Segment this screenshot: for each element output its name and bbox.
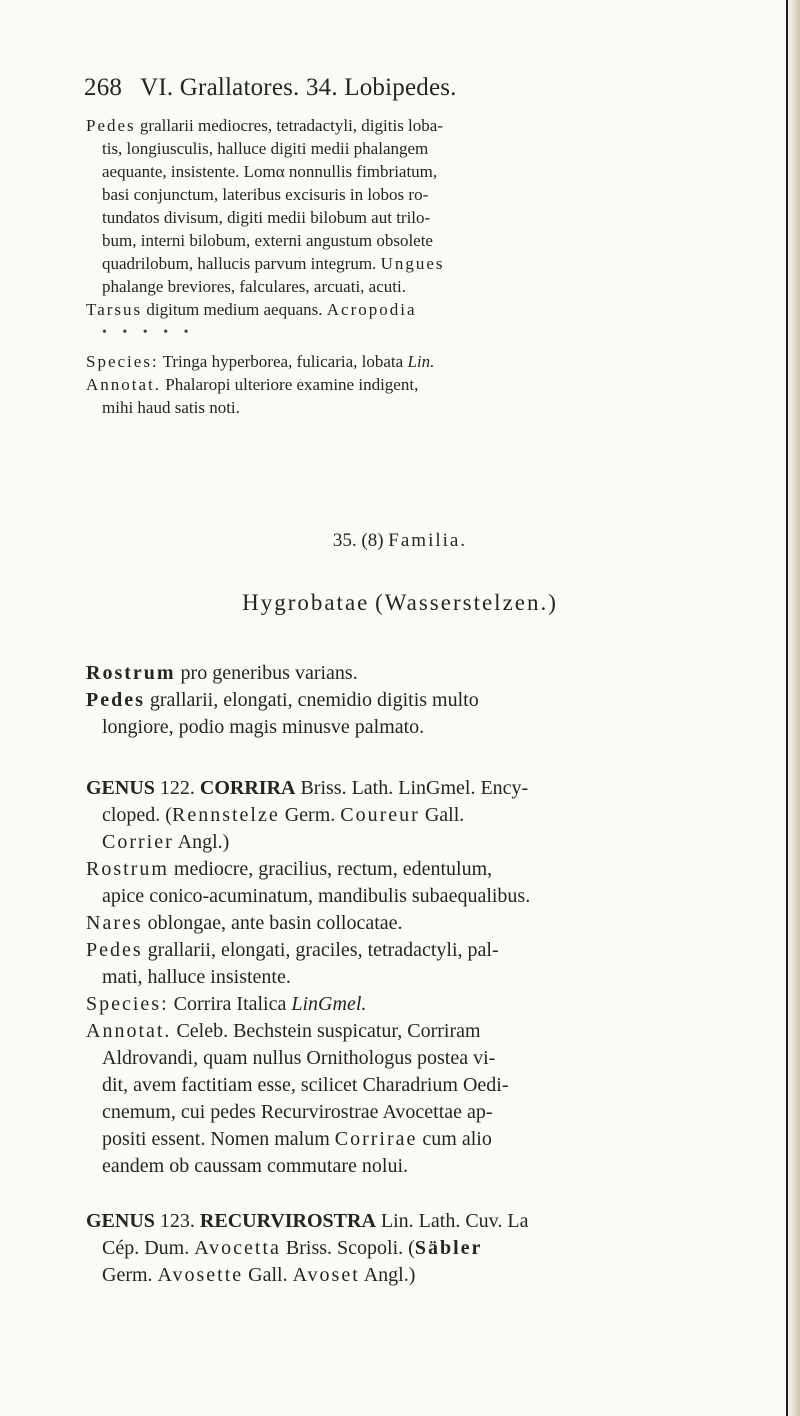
pedes-label: Pedes (86, 689, 145, 711)
annotat-label: Annotat. (86, 375, 162, 394)
genus-122 (86, 775, 766, 1180)
familia-number (0, 530, 800, 552)
familia-german: (Wasserstelzen.) (375, 590, 558, 615)
annotat-line-5b: cum alio (422, 1128, 492, 1150)
angl-abbrev: Angl.) (177, 831, 230, 853)
annotat-line-6: eandem ob caussam commutare nolui. (102, 1155, 409, 1177)
genus-label: GENUS (86, 1210, 155, 1232)
angl-abbrev: Angl.) (363, 1264, 416, 1286)
annotat-label: Annotat. (86, 1020, 172, 1042)
pedes-line-5: tundatos divisum, digiti medii bilobum aut trilo- (102, 208, 431, 227)
ungues-line: phalange breviores, falculares, arcuati, acuti. (102, 277, 406, 296)
tarsus-label: Tarsus (86, 300, 143, 319)
page-binding-edge (786, 0, 800, 1416)
genus-name: RECURVIROSTRA (199, 1210, 376, 1232)
genus-authors-2: Cép. Dum. (102, 1237, 190, 1259)
germ-abbrev: Germ. (284, 804, 336, 826)
page-number: 268 (84, 74, 123, 101)
german-name: Säbler (414, 1237, 483, 1259)
germ-abbrev: Germ. (102, 1264, 153, 1286)
annotat-line-5: positi essent. Nomen malum (102, 1128, 330, 1150)
genus-authors: Briss. Lath. LinGmel. Ency- (300, 777, 529, 799)
lobipedes-species (86, 350, 766, 419)
familia-title (0, 590, 800, 616)
annotat-line-1: Phalaropi ulteriore examine indigent, (165, 375, 419, 394)
gallic-name: Avosette (157, 1264, 244, 1286)
pedes-line-1: grallarii mediocres, tetradactyli, digitis loba- (139, 116, 443, 135)
annotat-line-2: mihi haud satis noti. (102, 398, 240, 417)
ungues-label: Ungues (380, 254, 445, 273)
running-title: VI. Grallatores. 34. Lobipedes. (140, 74, 457, 101)
gall-abbrev: Gall. (424, 804, 465, 826)
annotat-line-3: dit, avem factitiam esse, scilicet Charadrium Oedi- (102, 1074, 509, 1096)
rostrum-label: Rostrum (86, 858, 169, 880)
pedes-line-3: aequante, insistente. Lomα nonnullis fimbriatum, (102, 162, 438, 181)
species-authority: LinGmel. (291, 993, 367, 1015)
pedes-line-6: bum, interni bilobum, externi angustum obsolete (102, 231, 433, 250)
annotat-line-2: Aldrovandi, quam nullus Ornithologus postea vi- (102, 1047, 496, 1069)
corrirae-name: Corrirae (334, 1128, 418, 1150)
species-text: Corrira Italica (173, 993, 287, 1015)
avocetta-name: Avocetta (194, 1237, 281, 1259)
familia-description (86, 660, 766, 741)
species-label: Species: (86, 352, 159, 371)
rostrum-label: Rostrum (86, 662, 176, 684)
german-name: Rennstelze (171, 804, 280, 826)
annotat-line-4: cnemum, cui pedes Recurvirostrae Avocettae ap- (102, 1101, 493, 1123)
pedes-line-2: mati, halluce insistente. (102, 966, 291, 988)
pedes-line-2: longiore, podio magis minusve palmato. (102, 716, 425, 738)
species-text: Tringa hyperborea, fulicaria, lobata (162, 352, 404, 371)
nares-label: Nares (86, 912, 143, 934)
pedes-label: Pedes (86, 939, 143, 961)
nares-text: oblongae, ante basin collocatae. (147, 912, 403, 934)
genus-123 (86, 1208, 766, 1289)
authors-3: Briss. Scopoli. ( (285, 1237, 415, 1259)
running-head (84, 74, 457, 102)
familia-label: Familia. (388, 530, 468, 551)
omitted-text-marks: • • • • • (102, 325, 195, 340)
species-authority: Lin. (407, 352, 435, 371)
annotat-line-1: Celeb. Bechstein suspicatur, Corriram (176, 1020, 481, 1042)
gall-abbrev: Gall. (248, 1264, 288, 1286)
gallic-name: Coureur (340, 804, 420, 826)
acropodia-label: Acropodia (326, 300, 417, 319)
genus-authors: Lin. Lath. Cuv. La (380, 1210, 529, 1232)
tarsus-text: digitum medium aequans. (146, 300, 323, 319)
page-edge-line (786, 0, 788, 1416)
pedes-text: grallarii, elongati, cnemidio digitis multo (149, 689, 479, 711)
familia-name: Hygrobatae (242, 590, 370, 615)
rostrum-line-1: mediocre, gracilius, rectum, edentulum, (173, 858, 493, 880)
familia-heading: 35. (8) (332, 530, 384, 551)
pedes-line-4: basi conjunctum, lateribus excisuris in lobos ro- (102, 185, 429, 204)
genus-name: CORRIRA (199, 777, 296, 799)
lobipedes-description (86, 114, 766, 344)
pedes-line-7: quadrilobum, hallucis parvum integrum. (102, 254, 377, 273)
english-name: Avoset (292, 1264, 360, 1286)
english-name: Corrier (102, 831, 174, 853)
rostrum-line-2: apice conico-acuminatum, mandibulis subaequalibus. (102, 885, 531, 907)
genus-label: GENUS (86, 777, 155, 799)
genus-number: 123. (159, 1210, 195, 1232)
genus-number: 122. (159, 777, 195, 799)
pedes-label: Pedes (86, 116, 136, 135)
pedes-line-2: tis, longiusculis, halluce digiti medii phalangem (102, 139, 429, 158)
rostrum-text: pro generibus varians. (180, 662, 358, 684)
genus-authors-2: cloped. ( (102, 804, 172, 826)
pedes-line-1: grallarii, elongati, graciles, tetradactyli, pal- (147, 939, 499, 961)
species-label: Species: (86, 993, 169, 1015)
